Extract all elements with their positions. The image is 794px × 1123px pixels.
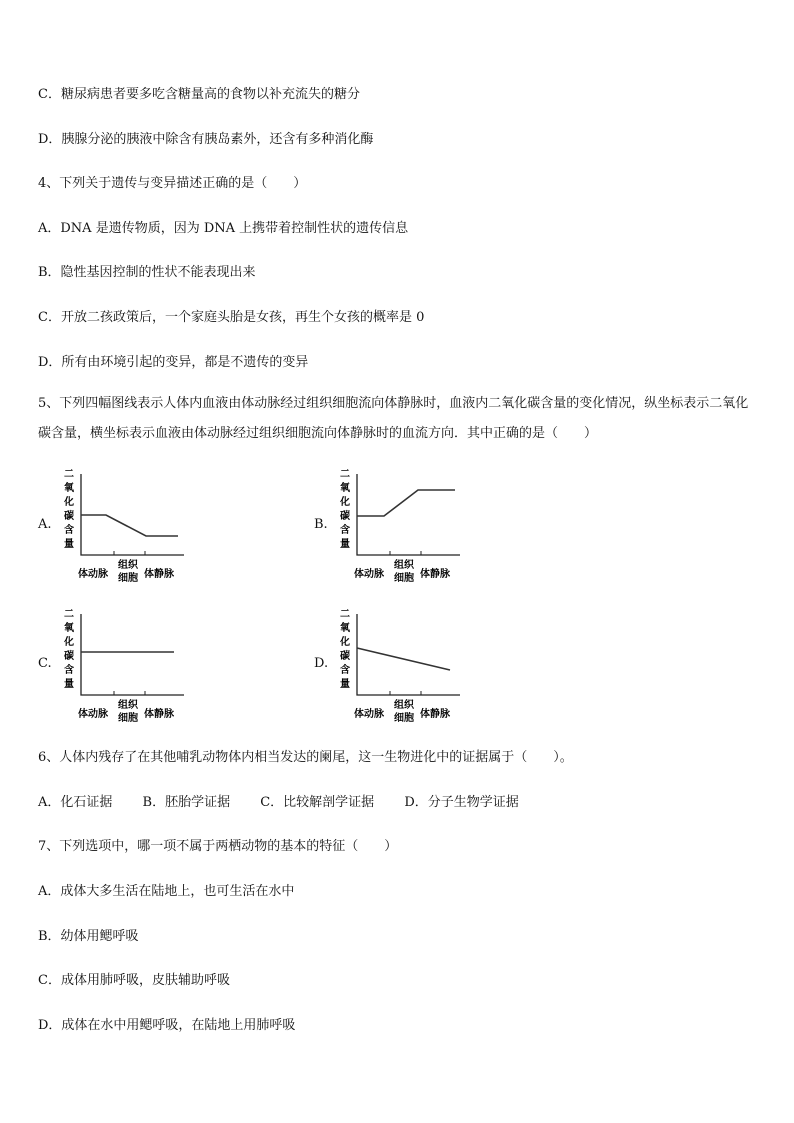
svg-text:氧: 氧 (64, 623, 74, 634)
svg-text:化: 化 (340, 637, 350, 648)
x-label-b-right: 体静脉 (420, 569, 450, 580)
q7-stem: 7、下列选项中，哪一项不属于两栖动物的基本的特征（ ） (38, 839, 398, 854)
svg-text:碳: 碳 (64, 651, 74, 662)
x-label-c-mid1: 组织 (118, 700, 138, 711)
graph-b-svg (338, 466, 478, 586)
q7-option-b: B．幼体用鳃呼吸 (38, 929, 139, 944)
graph-a-svg (62, 466, 202, 586)
x-label-d-mid2: 细胞 (394, 713, 414, 724)
svg-text:氧: 氧 (64, 483, 74, 494)
svg-text:化: 化 (64, 637, 74, 648)
q5-option-a-label: A. (38, 517, 52, 532)
co2-line-b (357, 490, 455, 516)
q5-graph-a (62, 466, 202, 586)
co2-line-a (81, 515, 178, 536)
x-label-b-left: 体动脉 (354, 569, 384, 580)
svg-text:氧: 氧 (340, 623, 350, 634)
q7-option-a: A．成体大多生活在陆地上，也可生活在水中 (38, 884, 295, 899)
q6-options (38, 791, 545, 810)
q7-option-d: D．成体在水中用鳃呼吸，在陆地上用肺呼吸 (38, 1018, 296, 1033)
q6-stem: 6、人体内残存了在其他哺乳动物体内相当发达的阑尾，这一生物进化中的证据属于（ ）。 (38, 750, 573, 765)
svg-text:含: 含 (64, 665, 74, 676)
x-label-b-mid1: 组织 (394, 560, 414, 571)
x-label-c-right: 体静脉 (144, 709, 174, 720)
graph-d-svg (338, 606, 478, 726)
q6-option-d: D．分子生物学证据 (404, 795, 519, 810)
x-label-c-mid2: 细胞 (118, 713, 138, 724)
q4-option-c: C．开放二孩政策后，一个家庭头胎是女孩，再生个女孩的概率是 0 (38, 310, 425, 325)
axes-c (81, 614, 184, 695)
y-axis-label-a (63, 468, 75, 550)
q3-option-d: D．胰腺分泌的胰液中除含有胰岛素外，还含有多种消化酶 (38, 132, 374, 147)
svg-text:量: 量 (64, 539, 74, 550)
q3-option-c: C．糖尿病患者要多吃含糖量高的食物以补充流失的糖分 (38, 87, 360, 102)
svg-text:含: 含 (340, 665, 350, 676)
x-label-d-left: 体动脉 (354, 709, 384, 720)
svg-text:含: 含 (64, 525, 74, 536)
graph-c-svg (62, 606, 202, 726)
svg-text:二: 二 (340, 469, 350, 480)
svg-text:二: 二 (64, 609, 74, 620)
q5-stem: 5、下列四幅图线表示人体内血液由体动脉经过组织细胞流向体静脉时，血液内二氧化碳含量的变化情况，纵坐标表示二氧化碳含量，横坐标表示血液由体动脉经过组织细胞流向体静脉时的血流方向．其中正确的是（ ） (38, 396, 749, 441)
svg-text:量: 量 (340, 679, 350, 690)
q5-option-d-label: D. (314, 656, 329, 671)
q7-option-c: C．成体用肺呼吸，皮肤辅助呼吸 (38, 973, 230, 988)
q4-stem: 4、下列关于遗传与变异描述正确的是（ ） (38, 176, 307, 191)
svg-text:二: 二 (64, 469, 74, 480)
svg-text:二: 二 (340, 609, 350, 620)
svg-text:量: 量 (64, 679, 74, 690)
y-axis-label-b (339, 468, 351, 550)
q5-graph-c (62, 606, 202, 726)
q4-option-b: B．隐性基因控制的性状不能表现出来 (38, 265, 256, 280)
q4-option-d: D．所有由环境引起的变异，都是不遗传的变异 (38, 355, 309, 370)
svg-text:化: 化 (64, 497, 74, 508)
svg-text:碳: 碳 (64, 511, 74, 522)
x-label-a-mid1: 组织 (118, 560, 138, 571)
svg-text:氧: 氧 (340, 483, 350, 494)
svg-text:碳: 碳 (340, 651, 350, 662)
svg-text:化: 化 (340, 497, 350, 508)
x-label-a-left: 体动脉 (78, 569, 108, 580)
q5-option-b-label: B. (314, 517, 328, 532)
q6-option-a: A．化石证据 (38, 795, 113, 810)
x-label-b-mid2: 细胞 (394, 573, 414, 584)
axes-b (357, 474, 460, 555)
x-label-d-right: 体静脉 (420, 709, 450, 720)
x-label-a-mid2: 细胞 (118, 573, 138, 584)
q5-option-c-label: C. (38, 656, 52, 671)
q6-option-b: B．胚胎学证据 (142, 795, 231, 810)
svg-text:碳: 碳 (340, 511, 350, 522)
q5-graph-d (338, 606, 478, 726)
svg-text:含: 含 (340, 525, 350, 536)
y-axis-label-c (63, 608, 75, 690)
q5-graph-b (338, 466, 478, 586)
axes-d (357, 614, 460, 695)
x-label-a-right: 体静脉 (144, 569, 174, 580)
x-label-d-mid1: 组织 (394, 700, 414, 711)
co2-line-d (357, 648, 450, 670)
y-axis-label-d (339, 608, 351, 690)
svg-text:量: 量 (340, 539, 350, 550)
q6-option-c: C．比较解剖学证据 (260, 795, 375, 810)
q4-option-a: A．DNA 是遗传物质，因为 DNA 上携带着控制性状的遗传信息 (38, 221, 409, 236)
x-label-c-left: 体动脉 (78, 709, 108, 720)
